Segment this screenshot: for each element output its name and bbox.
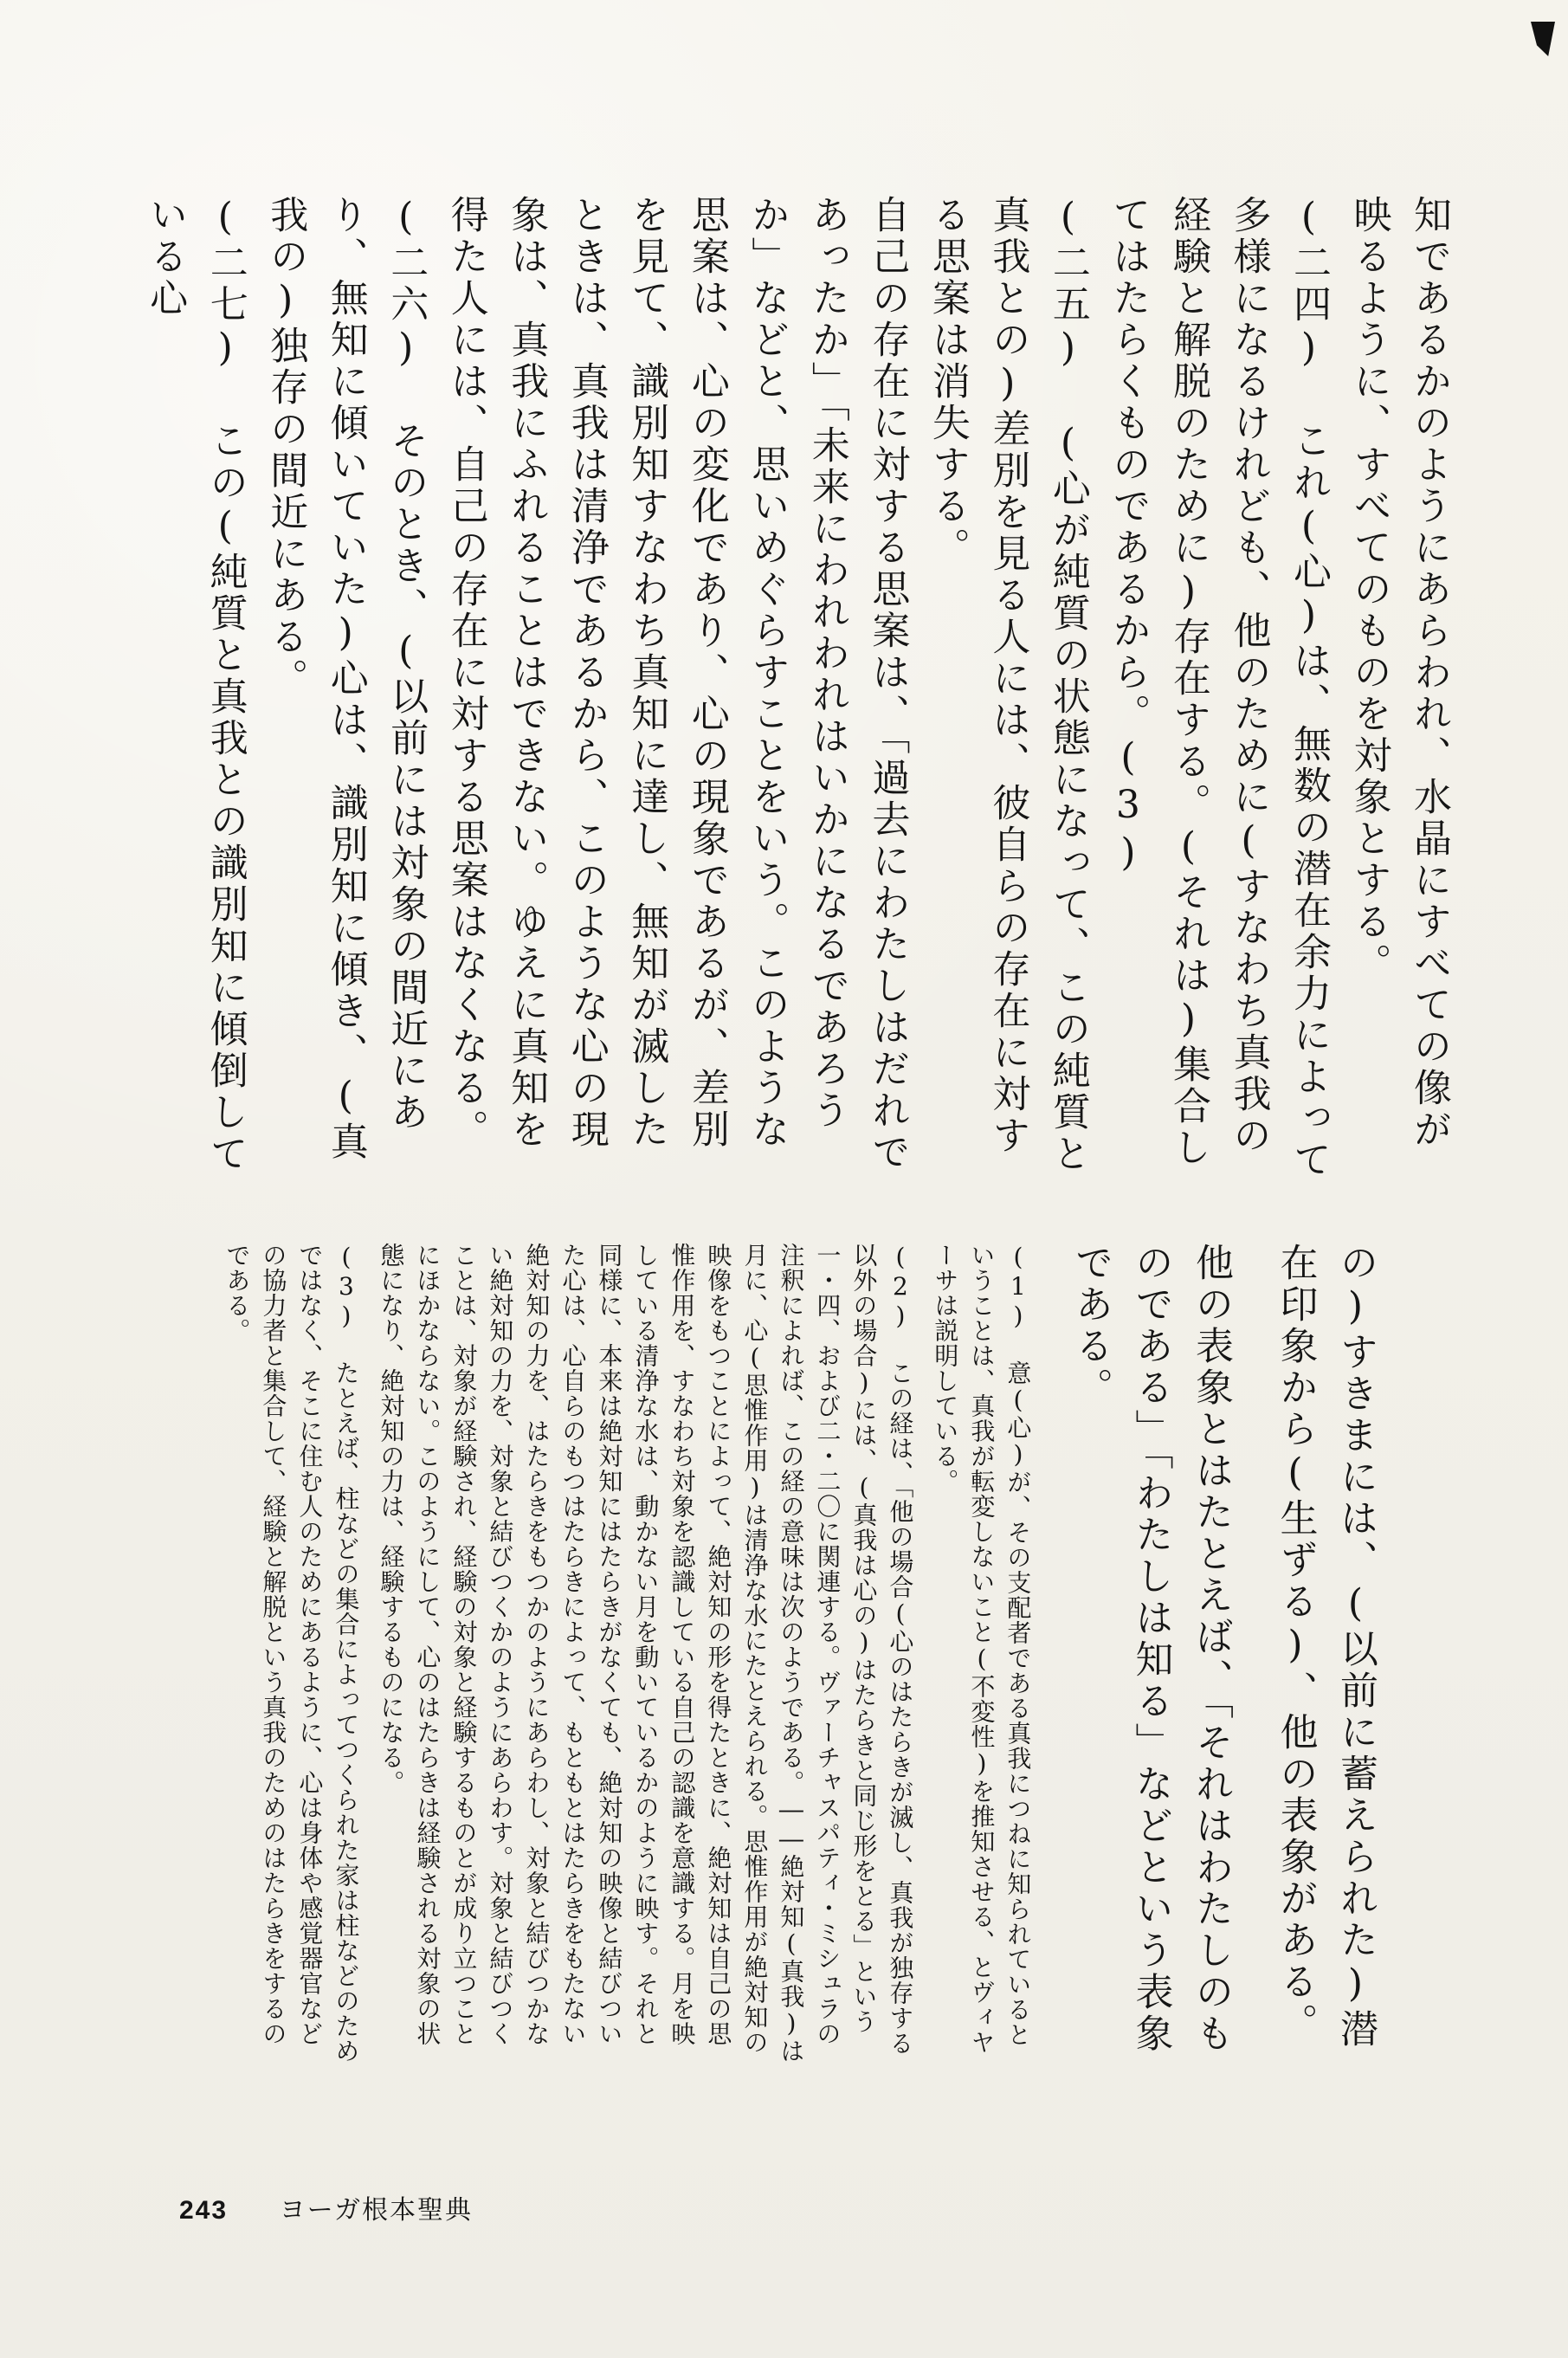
main-text-block bbox=[143, 195, 1459, 1191]
footnotes bbox=[218, 1243, 1036, 2065]
text-paragraph-1: 知であるかのようにあらわれ、水晶にすべての像が映るように、すべてのものを対象とする。 bbox=[1346, 195, 1451, 1151]
text-paragraph-4: 自己の存在に対する思案は、「過去にわたしはだれであったか」「未来にわれわれはいかになるであろうか」などと、思いめぐらすことをいう。このような思案は、心の変化であり、心の現象であるが、差別を見て、識別知すなわち真知に達し、無知が滅したときは、真我は清浄であるから、このような心の現象は、真我にふれることはできない。ゆえに真知を得た人には、自己の存在に対する思案はなくなる。 bbox=[443, 195, 910, 1173]
continued-text-2: 他の表象とはたとえば、「それはわたしのものである」「わたしは知る」などという表象である。 bbox=[1068, 1243, 1233, 2055]
text-paragraph-6: (二七) この(純質と真我との識別知に傾倒している心 bbox=[143, 195, 248, 1175]
footnote-1: (1) 意(心)が、その支配者である真我につねに知られているということは、真我が転変しないこと(不変性)を推知させる、とヴィヤーサは説明している。 bbox=[931, 1243, 1033, 2055]
book-title: ヨーガ根本聖典 bbox=[279, 2195, 474, 2226]
continued-text-1: の)すきまには、(以前に蓄えられた)潜在印象から(生ずる)、他の表象がある。 bbox=[1273, 1243, 1378, 2051]
text-paragraph-5: (二六) そのとき、(以前には対象の間近にあり、無知に傾いていた)心は、識別知に傾き、(真我の)独存の間近にある。 bbox=[263, 195, 429, 1163]
page-number: 243 bbox=[179, 2196, 229, 2225]
text-paragraph-3: (二五) (心が純質の状態になって、この純質と真我との)差別を見る人には、彼自らの存在に対する思案は消失する。 bbox=[925, 195, 1090, 1175]
scan-corner-mark bbox=[1531, 22, 1555, 56]
footnote-3: (3) たとえば、柱などの集合によってつくられた家は柱などのためではなく、そこに住む人のためにあるように、心は身体や感覚器官などの協力者と集合して、経験と解脱という真我のためのはたらきをするのである。 bbox=[223, 1243, 361, 2064]
lower-text-and-notes bbox=[186, 1243, 1385, 2065]
footnote-2: (2) この経は、「他の場合(心のはたらきが滅し、真我が独存する以外の場合)には、(真我は心の)はたらきと同じ形をとる」という一・四、および二・二〇に関連する。ヴァーチャスパティ・ミシュラの注釈によれば、この経の意味は次のようである。――絶対知(真我)は月に、心(思惟作用)は清浄な水にたとえられる。思惟作用が絶対知の映像をもつことによって、絶対知の形を得たときに、絶対知は自己の思惟作用を、すなわち対象を認識している自己の認識を意識する。月を映している清浄な水は、動かない月を動いているかのように映す。それと同様に、本来は絶対知にはたらきがなくても、絶対知の映像と結びついた心は、心自らのもつはたらきによって、もともとはたらきをもたない絶対知の力を、はたらきをもつかのようにあらわし、対象と結びつかない絶対知の力を、対象と結びつくかのようにあらわす。対象と結びつくことは、対象が経験され、経験の対象と経験するものとが成り立つことにほかならない。このようにして、心のはたらきは経験される対象の状態になり、絶対知の力は、経験するものになる。 bbox=[377, 1243, 915, 2064]
page-footer bbox=[179, 2188, 473, 2226]
text-paragraph-2: (二四) これ(心)は、無数の潜在余力によって多様になるけれども、他のために(すなわち真我の経験と解脱のために)存在する。(それは)集合してはたらくものであるから。(3) bbox=[1106, 195, 1331, 1181]
